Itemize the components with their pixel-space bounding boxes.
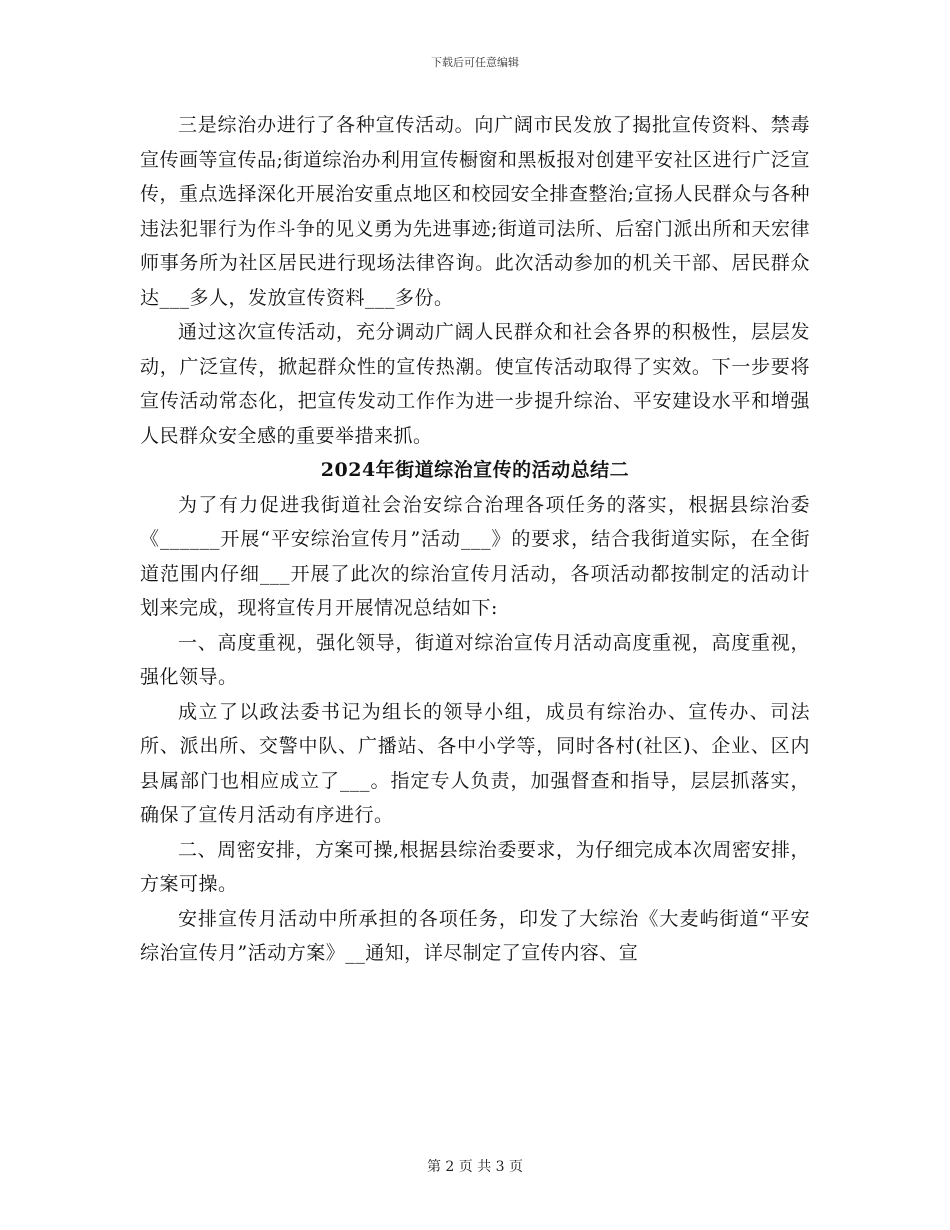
document-body (140, 108, 810, 971)
paragraph-intro: 为了有力促进我街道社会治安综合治理各项任务的落实，根据县综治委《______开展“平安综治宣传月”活动___》的要求，结合我街道实际，在全街道范围内仔细___开展了此次的综治宣传月活动，各项活动都按制定的活动计划来完成，现将宣传月开展情况总结如下: (140, 493, 810, 619)
paragraph-leadership-group: 成立了以政法委书记为组长的领导小组，成员有综治办、宣传办、司法所、派出所、交警中队、广播站、各中小学等，同时各村(社区)、企业、区内县属部门也相应成立了___。指定专人负责，加强督查和指导，层层抓落实，确保了宣传月活动有序进行。 (140, 700, 810, 826)
page-header: 下载后可任意编辑 (431, 56, 519, 69)
paragraph-propaganda-activities: 三是综治办进行了各种宣传活动。向广阔市民发放了揭批宣传资料、禁毒宣传画等宣传品;街道综治办利用宣传橱窗和黑板报对创建平安社区进行广泛宣传，重点选择深化开展治安重点地区和校园安全排查整治;宣扬人民群众与各种违法犯罪行为作斗争的见义勇为先进事迹;街道司法所、后窑门派出所和天宏律师事务所为社区居民进行现场法律咨询。此次活动参加的机关干部、居民群众达___多人，发放宣传资料___多份。 (140, 114, 810, 309)
paragraph-task-arrangement: 安排宣传月活动中所承担的各项任务，印发了大综治《大麦屿街道“平安综治宣传月”活动方案》__通知，详尽制定了宣传内容、宣 (140, 907, 810, 964)
page-number: 第 2 页 共 3 页 (426, 1159, 524, 1175)
paragraph-point-two: 二、周密安排，方案可操,根据县综治委要求，为仔细完成本次周密安排，方案可操。 (140, 838, 810, 895)
section-title: 2024年街道综治宣传的活动总结二 (320, 459, 630, 481)
paragraph-results: 通过这次宣传活动，充分调动广阔人民群众和社会各界的积极性，层层发动，广泛宣传，掀起群众性的宣传热潮。使宣传活动取得了实效。下一步要将宣传活动常态化，把宣传发动工作作为进一步提升综治、平安建设水平和增强人民群众安全感的重要举措来抓。 (140, 321, 810, 447)
paragraph-point-one: 一、高度重视，强化领导，街道对综治宣传月活动高度重视，高度重视，强化领导。 (140, 631, 810, 688)
